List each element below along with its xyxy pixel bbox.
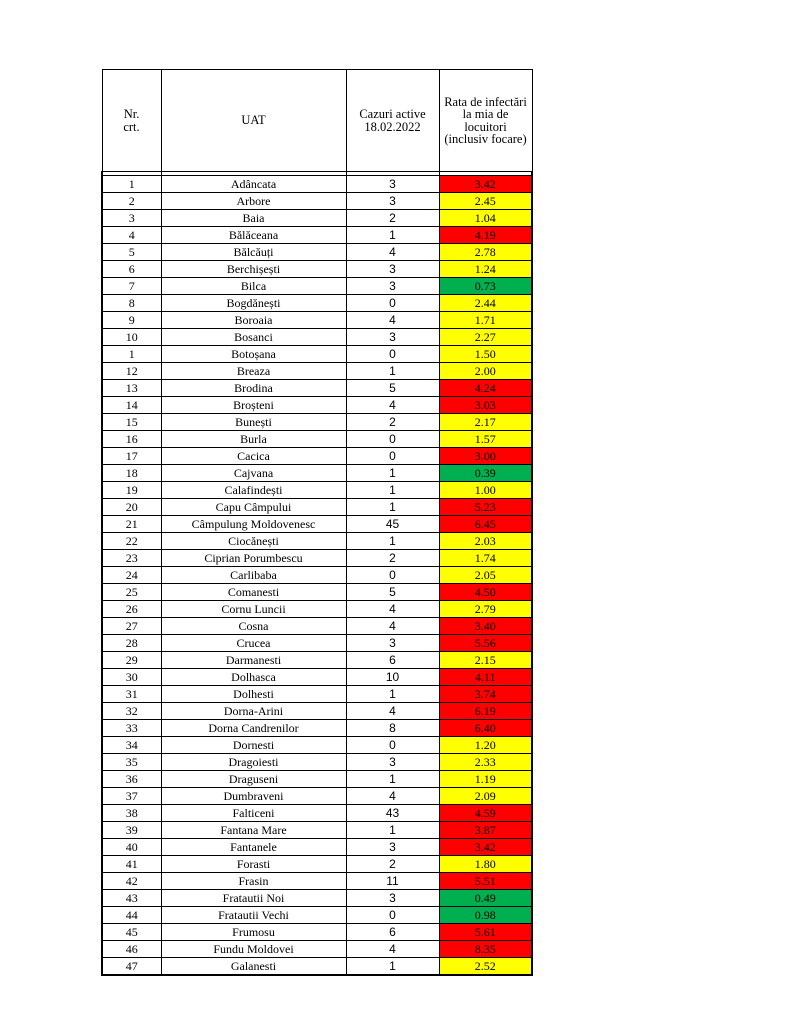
row-number: 44 <box>102 907 161 924</box>
table-row <box>102 754 532 771</box>
infection-rate: 3.87 <box>439 822 532 839</box>
table-row <box>102 533 532 550</box>
table-row <box>102 550 532 567</box>
row-number: 4 <box>102 227 161 244</box>
active-cases: 0 <box>346 907 439 924</box>
uat-name: Baia <box>161 210 346 227</box>
row-number: 9 <box>102 312 161 329</box>
infection-rate: 2.27 <box>439 329 532 346</box>
table-row <box>102 737 532 754</box>
row-number: 37 <box>102 788 161 805</box>
table-row <box>102 584 532 601</box>
row-number: 12 <box>102 363 161 380</box>
table-row <box>102 601 532 618</box>
active-cases: 3 <box>346 261 439 278</box>
uat-name: Bogdănești <box>161 295 346 312</box>
row-number: 38 <box>102 805 161 822</box>
table-row <box>102 805 532 822</box>
header-rate-line1: Rata de infectări <box>444 94 527 109</box>
table-row <box>102 346 532 363</box>
row-number: 46 <box>102 941 161 958</box>
infection-rate: 1.57 <box>439 431 532 448</box>
row-number: 35 <box>102 754 161 771</box>
uat-name: Dornesti <box>161 737 346 754</box>
active-cases: 2 <box>346 550 439 567</box>
row-number: 14 <box>102 397 161 414</box>
row-number: 42 <box>102 873 161 890</box>
uat-name: Galanesti <box>161 958 346 976</box>
uat-name: Dragoiesti <box>161 754 346 771</box>
uat-name: Arbore <box>161 193 346 210</box>
uat-name: Burla <box>161 431 346 448</box>
table-row <box>102 890 532 907</box>
row-number: 1 <box>102 176 161 193</box>
uat-name: Ciprian Porumbescu <box>161 550 346 567</box>
infection-rate: 2.03 <box>439 533 532 550</box>
table-row <box>102 635 532 652</box>
table-row <box>102 312 532 329</box>
uat-name: Brodina <box>161 380 346 397</box>
uat-name: Fantanele <box>161 839 346 856</box>
uat-name: Dolhasca <box>161 669 346 686</box>
table-row <box>102 363 532 380</box>
row-number: 15 <box>102 414 161 431</box>
row-number: 43 <box>102 890 161 907</box>
infection-rate: 2.79 <box>439 601 532 618</box>
table-row <box>102 618 532 635</box>
active-cases: 4 <box>346 244 439 261</box>
active-cases: 1 <box>346 822 439 839</box>
row-number: 41 <box>102 856 161 873</box>
uat-name: Dumbraveni <box>161 788 346 805</box>
row-number: 20 <box>102 499 161 516</box>
header-cases-line1: Cazuri active <box>359 107 426 121</box>
active-cases: 3 <box>346 635 439 652</box>
uat-name: Breaza <box>161 363 346 380</box>
row-number: 3 <box>102 210 161 227</box>
table-row <box>102 482 532 499</box>
infection-rate: 3.74 <box>439 686 532 703</box>
active-cases: 4 <box>346 618 439 635</box>
header-nr-line1: Nr. <box>123 107 140 121</box>
row-number: 6 <box>102 261 161 278</box>
header-nr <box>102 70 161 172</box>
active-cases: 0 <box>346 431 439 448</box>
uat-name: Cosna <box>161 618 346 635</box>
uat-name: Dorna Candrenilor <box>161 720 346 737</box>
uat-name: Frumosu <box>161 924 346 941</box>
infection-rate: 0.49 <box>439 890 532 907</box>
row-number: 10 <box>102 329 161 346</box>
uat-name: Falticeni <box>161 805 346 822</box>
active-cases: 11 <box>346 873 439 890</box>
table-row <box>102 839 532 856</box>
infection-rate-table <box>101 69 533 976</box>
row-number: 18 <box>102 465 161 482</box>
header-nr-line2: crt. <box>123 119 140 134</box>
active-cases: 1 <box>346 482 439 499</box>
table-row <box>102 448 532 465</box>
row-number: 34 <box>102 737 161 754</box>
active-cases: 4 <box>346 312 439 329</box>
active-cases: 2 <box>346 856 439 873</box>
row-number: 21 <box>102 516 161 533</box>
infection-rate: 1.04 <box>439 210 532 227</box>
row-number: 25 <box>102 584 161 601</box>
infection-rate: 2.09 <box>439 788 532 805</box>
infection-rate: 1.74 <box>439 550 532 567</box>
table-row <box>102 924 532 941</box>
uat-name: Botoșana <box>161 346 346 363</box>
active-cases: 6 <box>346 652 439 669</box>
active-cases: 0 <box>346 737 439 754</box>
uat-name: Cacica <box>161 448 346 465</box>
infection-rate: 3.00 <box>439 448 532 465</box>
row-number: 45 <box>102 924 161 941</box>
row-number: 40 <box>102 839 161 856</box>
active-cases: 4 <box>346 601 439 618</box>
infection-rate: 2.33 <box>439 754 532 771</box>
uat-name: Cornu Luncii <box>161 601 346 618</box>
header-rate-line3: locuitori <box>464 119 507 134</box>
infection-rate: 1.00 <box>439 482 532 499</box>
active-cases: 1 <box>346 533 439 550</box>
infection-rate: 2.17 <box>439 414 532 431</box>
infection-rate: 1.24 <box>439 261 532 278</box>
table-row <box>102 465 532 482</box>
infection-rate: 2.45 <box>439 193 532 210</box>
infection-rate: 4.24 <box>439 380 532 397</box>
infection-rate: 4.19 <box>439 227 532 244</box>
uat-name: Darmanesti <box>161 652 346 669</box>
active-cases: 1 <box>346 227 439 244</box>
uat-name: Fundu Moldovei <box>161 941 346 958</box>
uat-name: Forasti <box>161 856 346 873</box>
active-cases: 4 <box>346 397 439 414</box>
table-row <box>102 958 532 976</box>
row-number: 5 <box>102 244 161 261</box>
table-row <box>102 516 532 533</box>
infection-rate: 1.80 <box>439 856 532 873</box>
table-row <box>102 193 532 210</box>
active-cases: 0 <box>346 567 439 584</box>
uat-name: Câmpulung Moldovenesc <box>161 516 346 533</box>
table-row <box>102 431 532 448</box>
active-cases: 4 <box>346 703 439 720</box>
infection-rate: 1.19 <box>439 771 532 788</box>
uat-name: Carlibaba <box>161 567 346 584</box>
infection-rate: 2.00 <box>439 363 532 380</box>
active-cases: 10 <box>346 669 439 686</box>
row-number: 29 <box>102 652 161 669</box>
table-row <box>102 261 532 278</box>
infection-rate: 2.78 <box>439 244 532 261</box>
active-cases: 1 <box>346 363 439 380</box>
table-row <box>102 703 532 720</box>
active-cases: 8 <box>346 720 439 737</box>
row-number: 16 <box>102 431 161 448</box>
uat-name: Fratautii Vechi <box>161 907 346 924</box>
row-number: 47 <box>102 958 161 976</box>
active-cases: 6 <box>346 924 439 941</box>
table-row <box>102 329 532 346</box>
infection-rate: 0.73 <box>439 278 532 295</box>
table-row <box>102 873 532 890</box>
row-number: 19 <box>102 482 161 499</box>
infection-rate: 5.23 <box>439 499 532 516</box>
active-cases: 2 <box>346 414 439 431</box>
table-row <box>102 176 532 193</box>
row-number: 32 <box>102 703 161 720</box>
infection-rate: 0.98 <box>439 907 532 924</box>
row-number: 26 <box>102 601 161 618</box>
table-row <box>102 652 532 669</box>
header-uat: UAT <box>161 70 346 172</box>
uat-name: Comanesti <box>161 584 346 601</box>
active-cases: 5 <box>346 380 439 397</box>
active-cases: 1 <box>346 499 439 516</box>
infection-rate: 2.44 <box>439 295 532 312</box>
table-row <box>102 856 532 873</box>
active-cases: 45 <box>346 516 439 533</box>
row-number: 2 <box>102 193 161 210</box>
row-number: 39 <box>102 822 161 839</box>
row-number: 7 <box>102 278 161 295</box>
header-rate-line2: la mia de <box>462 107 509 121</box>
uat-name: Draguseni <box>161 771 346 788</box>
infection-rate: 6.45 <box>439 516 532 533</box>
infection-rate: 5.56 <box>439 635 532 652</box>
table-row <box>102 397 532 414</box>
table-row <box>102 210 532 227</box>
uat-name: Adâncata <box>161 176 346 193</box>
table-row <box>102 771 532 788</box>
infection-rate: 3.40 <box>439 618 532 635</box>
uat-name: Berchișești <box>161 261 346 278</box>
active-cases: 5 <box>346 584 439 601</box>
table-row <box>102 686 532 703</box>
uat-name: Capu Câmpului <box>161 499 346 516</box>
infection-rate: 4.50 <box>439 584 532 601</box>
uat-name: Bunești <box>161 414 346 431</box>
infection-rate: 8.35 <box>439 941 532 958</box>
active-cases: 1 <box>346 958 439 976</box>
infection-rate: 2.05 <box>439 567 532 584</box>
active-cases: 4 <box>346 941 439 958</box>
table-row <box>102 907 532 924</box>
active-cases: 0 <box>346 346 439 363</box>
row-number: 23 <box>102 550 161 567</box>
row-number: 27 <box>102 618 161 635</box>
row-number: 30 <box>102 669 161 686</box>
active-cases: 3 <box>346 839 439 856</box>
active-cases: 4 <box>346 788 439 805</box>
row-number: 28 <box>102 635 161 652</box>
table-row <box>102 720 532 737</box>
active-cases: 2 <box>346 210 439 227</box>
table-row <box>102 941 532 958</box>
row-number: 1 <box>102 346 161 363</box>
uat-name: Boroaia <box>161 312 346 329</box>
uat-name: Broșteni <box>161 397 346 414</box>
active-cases: 1 <box>346 465 439 482</box>
uat-name: Bălăceana <box>161 227 346 244</box>
active-cases: 3 <box>346 193 439 210</box>
active-cases: 3 <box>346 890 439 907</box>
row-number: 13 <box>102 380 161 397</box>
active-cases: 0 <box>346 295 439 312</box>
row-number: 22 <box>102 533 161 550</box>
uat-name: Dolhesti <box>161 686 346 703</box>
row-number: 33 <box>102 720 161 737</box>
active-cases: 3 <box>346 329 439 346</box>
infection-rate: 3.03 <box>439 397 532 414</box>
uat-name: Fantana Mare <box>161 822 346 839</box>
uat-name: Fratautii Noi <box>161 890 346 907</box>
uat-name: Bălcăuți <box>161 244 346 261</box>
uat-name: Bosanci <box>161 329 346 346</box>
table-row <box>102 244 532 261</box>
infection-rate: 6.19 <box>439 703 532 720</box>
header-infection-rate <box>439 70 532 172</box>
infection-rate: 4.59 <box>439 805 532 822</box>
table-row <box>102 669 532 686</box>
table-body <box>102 176 532 976</box>
uat-name: Calafindești <box>161 482 346 499</box>
uat-name: Cajvana <box>161 465 346 482</box>
row-number: 17 <box>102 448 161 465</box>
table-row <box>102 380 532 397</box>
uat-name: Crucea <box>161 635 346 652</box>
uat-name: Bilca <box>161 278 346 295</box>
infection-rate: 3.42 <box>439 839 532 856</box>
table-row <box>102 295 532 312</box>
row-number: 24 <box>102 567 161 584</box>
infection-rate: 2.52 <box>439 958 532 976</box>
row-number: 8 <box>102 295 161 312</box>
active-cases: 3 <box>346 754 439 771</box>
row-number: 31 <box>102 686 161 703</box>
table-row <box>102 822 532 839</box>
infection-rate: 5.61 <box>439 924 532 941</box>
table-row <box>102 788 532 805</box>
table-row <box>102 567 532 584</box>
header-cases-line2: 18.02.2022 <box>364 119 421 134</box>
active-cases: 1 <box>346 771 439 788</box>
uat-name: Frasin <box>161 873 346 890</box>
infection-rate: 4.11 <box>439 669 532 686</box>
infection-rate: 0.39 <box>439 465 532 482</box>
uat-name: Dorna-Arini <box>161 703 346 720</box>
active-cases: 43 <box>346 805 439 822</box>
table-row <box>102 414 532 431</box>
active-cases: 3 <box>346 176 439 193</box>
infection-rate: 6.40 <box>439 720 532 737</box>
infection-rate: 1.50 <box>439 346 532 363</box>
active-cases: 0 <box>346 448 439 465</box>
table-row <box>102 227 532 244</box>
table-row <box>102 499 532 516</box>
header-active-cases <box>346 70 439 172</box>
infection-rate: 1.71 <box>439 312 532 329</box>
active-cases: 1 <box>346 686 439 703</box>
infection-rate: 3.42 <box>439 176 532 193</box>
table-row <box>102 278 532 295</box>
infection-rate: 1.20 <box>439 737 532 754</box>
uat-name: Ciocănești <box>161 533 346 550</box>
header-rate-line4: (inclusiv focare) <box>444 132 527 146</box>
active-cases: 3 <box>346 278 439 295</box>
infection-rate: 5.51 <box>439 873 532 890</box>
infection-rate: 2.15 <box>439 652 532 669</box>
row-number: 36 <box>102 771 161 788</box>
